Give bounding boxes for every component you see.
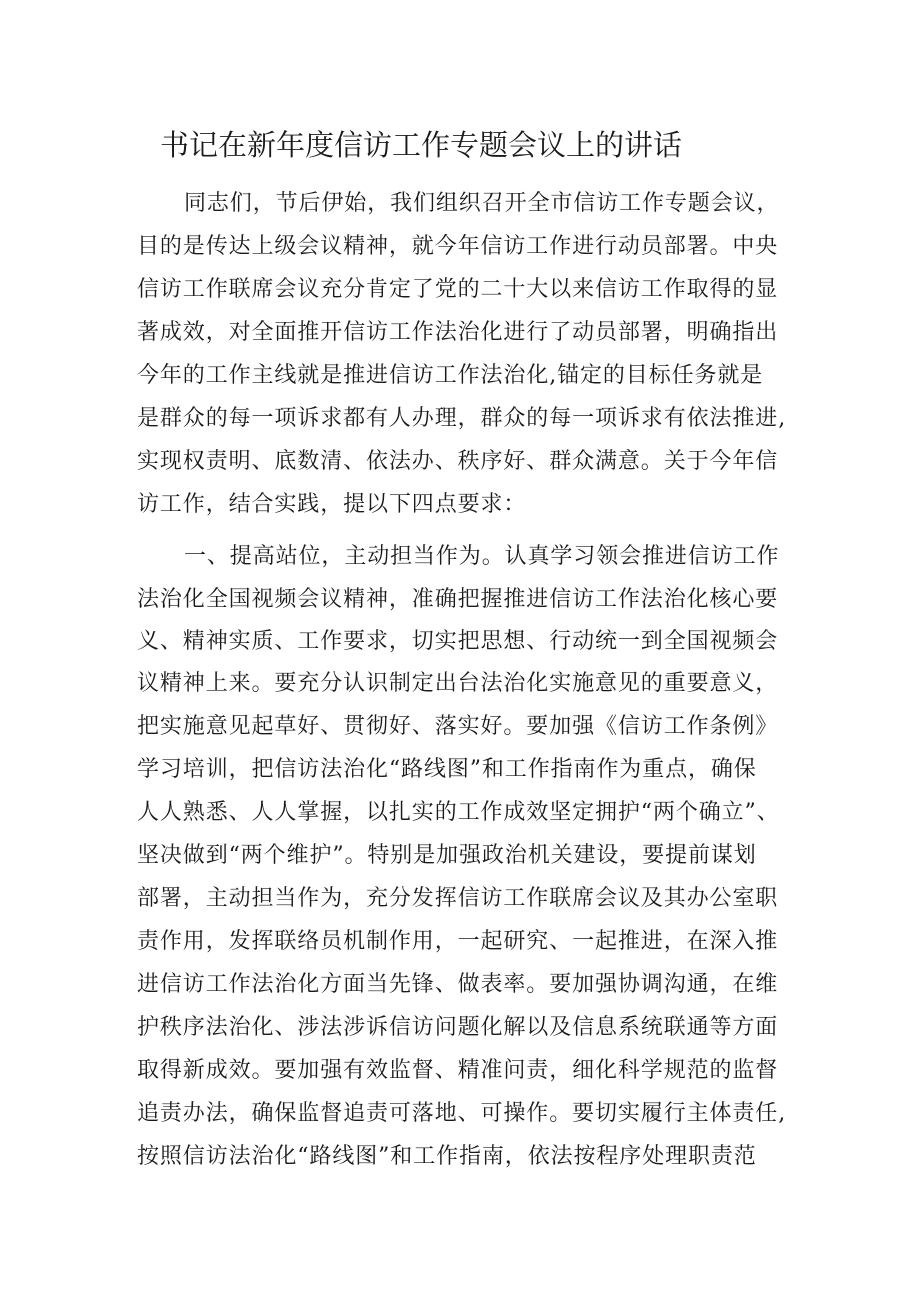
paragraph-1-line: 目的是传达上级会议精神，就今年信访工作进行动员部署。中央 xyxy=(137,234,779,259)
paragraph-2-line: 部署，主动担当作为，充分发挥信访工作联席会议及其办公室职 xyxy=(137,886,779,911)
paragraph-2-line: 一、提高站位，主动担当作为。认真学习领会推进信访工作 xyxy=(184,544,780,569)
paragraph-2-line: 进信访工作法治化方面当先锋、做表率。要加强协调沟通，在维 xyxy=(137,972,779,997)
paragraph-1-line: 信访工作联席会议充分肯定了党的二十大以来信访工作取得的显 xyxy=(137,277,779,302)
paragraph-2-line: 追责办法，确保监督追责可落地、可操作。要切实履行主体责任, xyxy=(137,1101,787,1126)
paragraph-2-line: 议精神上来。要充分认识制定出台法治化实施意见的重要意义， xyxy=(137,671,779,696)
paragraph-1-line: 实现权责明、底数清、依法办、秩序好、群众满意。关于今年信 xyxy=(137,449,779,474)
paragraph-2-line: 责作用，发挥联络员机制作用，一起研究、一起推进，在深入推 xyxy=(137,929,779,954)
document-title: 书记在新年度信访工作专题会议上的讲话 xyxy=(160,128,683,162)
paragraph-2-line: 护秩序法治化、涉法涉诉信访问题化解以及信息系统联通等方面 xyxy=(137,1015,779,1040)
paragraph-2-line: 按照信访法治化“路线图”和工作指南，依法按程序处理职责范 xyxy=(137,1144,757,1169)
paragraph-2-line: 坚决做到“两个维护”。特别是加强政治机关建设，要提前谋划 xyxy=(137,843,757,868)
paragraph-2-line: 义、精神实质、工作要求，切实把思想、行动统一到全国视频会 xyxy=(137,629,779,654)
paragraph-1-line: 著成效，对全面推开信访工作法治化进行了动员部署，明确指出 xyxy=(137,320,779,345)
paragraph-2-line: 学习培训，把信访法治化“路线图”和工作指南作为重点，确保 xyxy=(137,757,757,782)
paragraph-1-line: 是群众的每一项诉求都有人办理，群众的每一项诉求有依法推进, xyxy=(137,406,787,431)
paragraph-1-line: 今年的工作主线就是推进信访工作法治化,锚定的目标任务就是 xyxy=(137,363,764,388)
paragraph-1-line: 同志们，节后伊始，我们组织召开全市信访工作专题会议， xyxy=(184,191,780,216)
paragraph-2-line: 取得新成效。要加强有效监督、精准问责，细化科学规范的监督 xyxy=(137,1058,779,1083)
paragraph-1-line: 访工作，结合实践，提以下四点要求： xyxy=(137,492,527,517)
paragraph-2-line: 把实施意见起草好、贯彻好、落实好。要加强《信访工作条例》 xyxy=(137,714,779,739)
paragraph-2-line: 人人熟悉、人人掌握，以扎实的工作成效坚定拥护“两个确立”、 xyxy=(137,800,780,825)
paragraph-2-line: 法治化全国视频会议精神，准确把握推进信访工作法治化核心要 xyxy=(137,587,779,612)
